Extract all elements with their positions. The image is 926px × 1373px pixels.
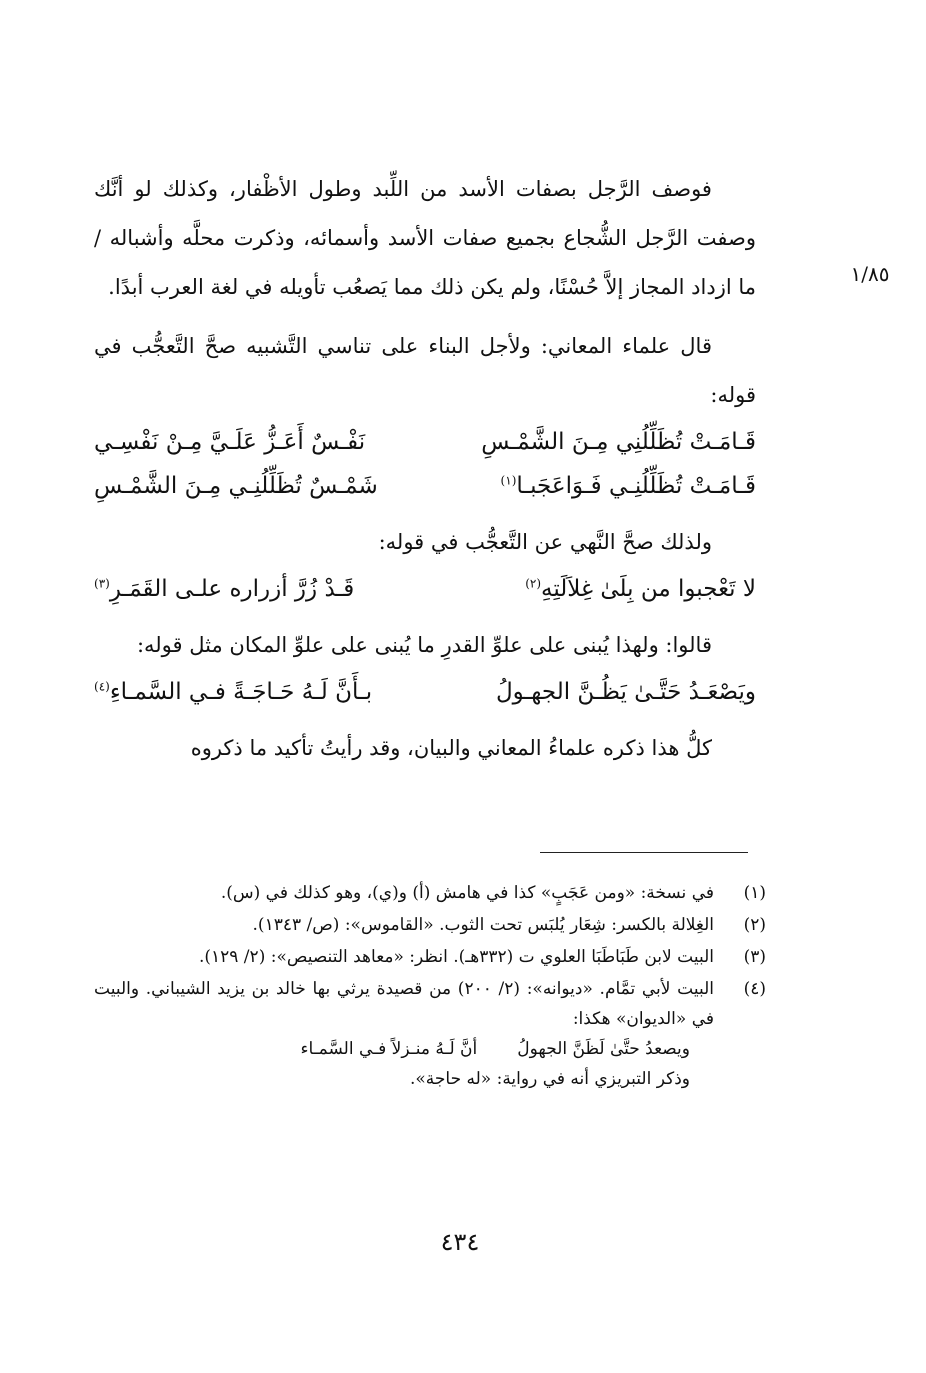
footnote-marker: (١) — [500, 473, 517, 488]
footnote-2 — [94, 910, 766, 940]
footnote-3 — [94, 942, 766, 972]
verse-text: قَـامَـتْ تُظَلِّلُنِـي فَـوَاعَجَبـا — [516, 473, 756, 499]
verse-text: بـأَنَّ لَـهُ حَـاجَـةً فـي السَّمـاءِ — [109, 679, 373, 705]
footnote-4 — [94, 974, 766, 1094]
footnote-number: (٢) — [743, 915, 766, 935]
footnote-number: (١) — [743, 883, 766, 903]
footnote-number: (٣) — [743, 947, 766, 967]
text-line: البيت لأبي تمَّام. «ديوانه»: (٢/ ٢٠٠) من قصيدة يرثي بها خالد بن يزيد — [217, 979, 715, 999]
footnote-closing: وذكر التبريزي أنه في رواية: «له حاجة». — [409, 1069, 690, 1089]
footnote-verse — [94, 1034, 714, 1064]
paragraph-4 — [94, 621, 756, 670]
verse-hemistich — [94, 567, 354, 611]
text-line: وذكرت محلَّه وأشباله / ما ازداد المجاز إلاَّ حُسْنًا، ولم يكن ذلك مما — [94, 226, 756, 299]
footnote-separator — [540, 852, 748, 853]
page-number: ٤٣٤ — [440, 1228, 480, 1256]
verse-hemistich: ويصعدُ حتَّىٰ لَظَنَّ الجهولُ — [517, 1039, 690, 1059]
verse-1-line-2 — [94, 464, 756, 508]
verse-hemistich: قَـامَـتْ تُظَلِّلُنِي مِـنَ الشَّمْـسِ — [481, 429, 756, 455]
text-line: قوله: — [136, 633, 183, 657]
main-text — [94, 165, 756, 773]
verse-hemistich — [501, 464, 756, 508]
verse-hemistich — [94, 670, 372, 714]
verse-hemistich: نَفْـسٌ أَعَـزُّ عَلَـيَّ مِـنْ نَفْسِـي — [94, 429, 366, 455]
text-line: فوصف الرَّجل بصفات الأسد من اللِّبد وطول الأظْفار، وكذلك — [162, 177, 712, 201]
text-line: (٢/ ١٢٩). — [198, 947, 266, 967]
verse-2 — [94, 567, 756, 611]
footnotes — [94, 878, 766, 1096]
verse-text: لا تَعْجبوا من بِلَىٰ غِلاَلَتِهِ — [541, 576, 756, 602]
text-line: لو أنَّك وصفت الرَّجل الشُّجاع بجميع صفات الأسد وأسمائه، — [94, 177, 756, 250]
footnote-marker: (٣) — [94, 576, 110, 591]
footnote-text: في نسخة: «ومن عَجَبٍ» كذا في هامش (أ) و(ي)، وهو كذلك في (س). — [220, 883, 714, 903]
paragraph-2 — [94, 322, 756, 420]
paragraph-3: ولذلك صحَّ النَّهي عن التَّعجُّب في قوله: — [378, 530, 712, 554]
footnote-marker: (٢) — [525, 576, 542, 591]
verse-hemistich: ويَصْعَـدُ حَتَّـىٰ يَظُـنَّ الجهـولُ — [495, 679, 756, 705]
paragraph-1 — [94, 165, 756, 312]
margin-page-reference: ١/٨٥ — [850, 262, 890, 286]
text-line: قالوا: ولهذا يُبنى على علوِّ القدرِ ما يُبنى على علوِّ المكان مثل — [189, 633, 712, 657]
footnote-marker: (٤) — [94, 679, 110, 694]
footnote-text — [94, 942, 714, 972]
text-line: البيت لابن طَبَاطَبَا العلوي ت (٣٣٢هـ). انظر: «معاهد التنصيص»: — [270, 947, 714, 967]
text-line: يَصعُب تأويله في لغة العرب أبدًا. — [108, 275, 388, 299]
verse-hemistich — [525, 567, 756, 611]
footnote-1 — [94, 878, 766, 908]
text-line: الشيباني. والبيت في «الديوان» هكذا: — [94, 979, 714, 1029]
verse-hemistich: أنَّ لَـهُ منـزلاً فـي السَّمـاء — [300, 1039, 478, 1059]
text-line: التَّعجُّب في قوله: — [94, 334, 756, 407]
verse-1-line-1 — [94, 420, 756, 464]
verse-hemistich: شَمْـسٌ تُظَلِّلُنِـي مِـنَ الشَّمْـسِ — [94, 473, 378, 499]
footnote-text — [94, 974, 714, 1094]
verse-3 — [94, 670, 756, 714]
footnote-number: (٤) — [743, 979, 766, 999]
verse-text: قَـدْ زُرَّ أزراره علـى القَمَـرِ — [109, 576, 355, 602]
paragraph-5: كلُّ هذا ذكره علماءُ المعاني والبيان، وقد رأيتُ تأكيد ما ذكروه — [190, 736, 712, 760]
text-line: قال علماء المعاني: ولأجل البناء على تناسي التَّشبيه صحَّ — [204, 334, 712, 358]
footnote-text: الغِلالة بالكسر: شِعَار يُلبَس تحت الثوب. «القاموس»: (ص/ ١٣٤٣). — [252, 915, 714, 935]
